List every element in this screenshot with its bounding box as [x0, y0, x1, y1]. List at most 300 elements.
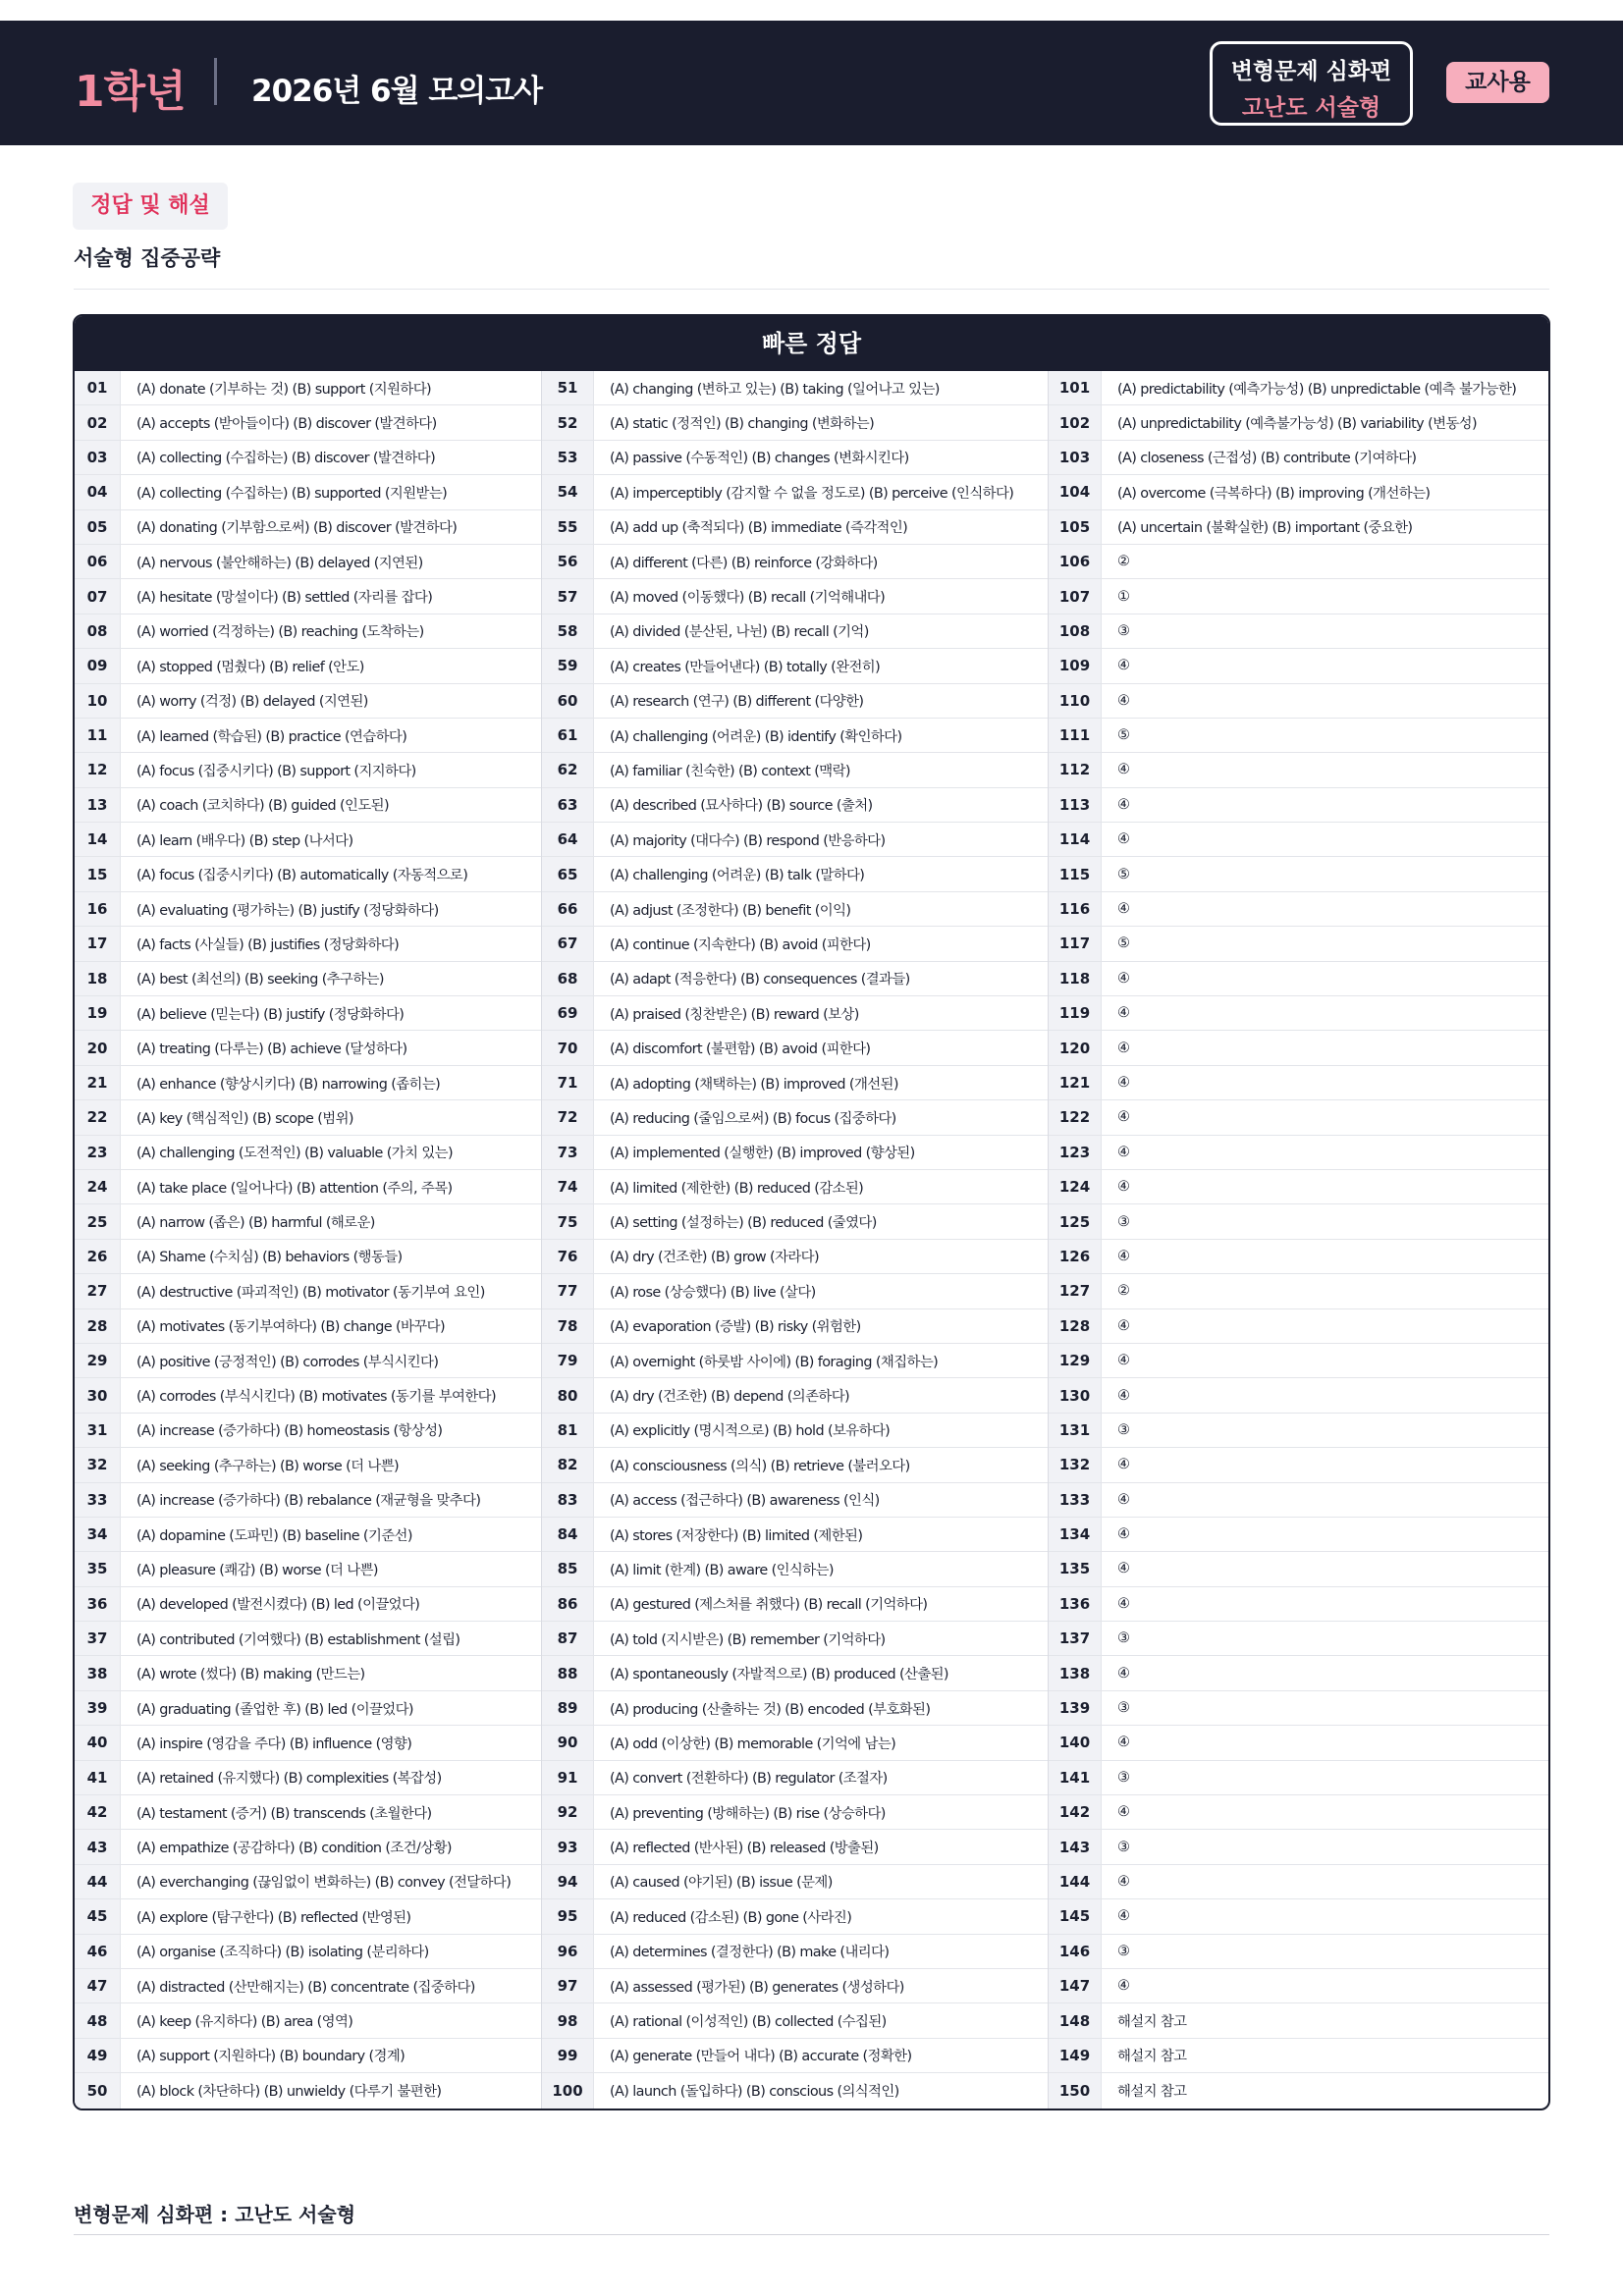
table-row: [1049, 1830, 1548, 1864]
answer-text: (A) majority (대다수) (B) respond (반응하다): [610, 832, 886, 849]
answer-text: (A) explore (탐구한다) (B) reflected (반영된): [136, 1909, 411, 1926]
table-row: [75, 1136, 541, 1170]
answer-text: ④: [1117, 1526, 1130, 1543]
question-number: 104: [1049, 475, 1102, 508]
table-row: [1049, 1656, 1548, 1690]
question-number: 60: [542, 684, 594, 718]
table-row: [75, 1483, 541, 1518]
table-row: [1049, 2003, 1548, 2038]
question-number: 43: [75, 1830, 121, 1863]
table-row: [1049, 1136, 1548, 1170]
table-row: [1049, 1170, 1548, 1204]
answer-text: ④: [1117, 1144, 1130, 1160]
table-row: [542, 1865, 1048, 1899]
answer-text: ②: [1117, 554, 1130, 570]
question-number: 33: [75, 1483, 121, 1517]
table-row: [542, 579, 1048, 614]
answer-text: (A) limited (제한한) (B) reduced (감소된): [610, 1180, 864, 1197]
answer-text: ④: [1117, 1804, 1130, 1821]
question-number: 36: [75, 1587, 121, 1621]
table-row: [1049, 1622, 1548, 1656]
question-number: 78: [542, 1309, 594, 1343]
question-number: 06: [75, 545, 121, 578]
question-number: 17: [75, 927, 121, 960]
answer-text: (A) rational (이성적인) (B) collected (수집된): [610, 2014, 887, 2031]
answer-text: (A) moved (이동했다) (B) recall (기억해내다): [610, 590, 886, 607]
question-number: 69: [542, 996, 594, 1030]
table-row: [542, 1587, 1048, 1622]
question-number: 100: [542, 2073, 594, 2108]
table-row: [1049, 684, 1548, 719]
answer-text: (A) distracted (산만해지는) (B) concentrate (집중하다): [136, 1979, 475, 1996]
table-row: [1049, 1240, 1548, 1274]
top-divider: [74, 289, 1549, 290]
answer-text: ④: [1117, 1561, 1130, 1577]
table-row: [542, 1691, 1048, 1726]
table-row: [75, 2039, 541, 2073]
answer-text: 해설지 참고: [1117, 2014, 1187, 2031]
table-row: [542, 510, 1048, 545]
table-row: [542, 1100, 1048, 1135]
question-number: 145: [1049, 1899, 1102, 1933]
answer-text: (A) adopting (채택하는) (B) improved (개선된): [610, 1076, 898, 1093]
question-number: 118: [1049, 962, 1102, 995]
answer-text: (A) dry (건조한) (B) grow (자라다): [610, 1250, 819, 1266]
answer-text: ④: [1117, 1248, 1130, 1264]
table-row: [75, 1309, 541, 1344]
table-row: [542, 1483, 1048, 1518]
answer-table-body: [75, 371, 1548, 2109]
answer-text: ④: [1117, 692, 1130, 709]
question-number: 120: [1049, 1031, 1102, 1064]
question-number: 125: [1049, 1204, 1102, 1238]
answer-text: (A) convert (전환하다) (B) regulator (조절자): [610, 1771, 888, 1788]
table-row: [75, 614, 541, 649]
answer-text: ⑤: [1117, 727, 1130, 744]
table-row: [1049, 1761, 1548, 1795]
table-row: [75, 1448, 541, 1482]
question-number: 63: [542, 788, 594, 822]
table-row: [75, 1344, 541, 1378]
question-number: 146: [1049, 1935, 1102, 1968]
exam-title: 2026년 6월 모의고사: [251, 74, 543, 109]
answer-text: ④: [1117, 831, 1130, 848]
answer-text: (A) learned (학습된) (B) practice (연습하다): [136, 728, 407, 745]
answer-text: (A) described (묘사하다) (B) source (출처): [610, 798, 873, 815]
question-number: 123: [1049, 1136, 1102, 1169]
table-row: [1049, 649, 1548, 683]
table-row: [1049, 1483, 1548, 1518]
question-number: 102: [1049, 405, 1102, 439]
question-number: 11: [75, 719, 121, 752]
table-row: [1049, 1865, 1548, 1899]
question-number: 144: [1049, 1865, 1102, 1898]
table-row: [542, 1969, 1048, 2003]
question-number: 103: [1049, 441, 1102, 474]
table-row: [1049, 1691, 1548, 1726]
answer-text: (A) worry (걱정) (B) delayed (지연된): [136, 694, 368, 711]
answer-text: ①: [1117, 588, 1130, 605]
table-row: [542, 1204, 1048, 1239]
table-row: [1049, 1726, 1548, 1760]
answer-text: ③: [1117, 1943, 1130, 1959]
question-number: 124: [1049, 1170, 1102, 1203]
question-number: 31: [75, 1414, 121, 1447]
answer-text: (A) evaporation (증발) (B) risky (위험한): [610, 1319, 861, 1336]
table-row: [75, 1518, 541, 1552]
answer-text: ④: [1117, 1353, 1130, 1369]
question-number: 82: [542, 1448, 594, 1481]
table-row: [542, 1274, 1048, 1308]
answer-text: (A) uncertain (불확실한) (B) important (중요한): [1117, 520, 1413, 537]
table-row: [542, 996, 1048, 1031]
question-number: 16: [75, 892, 121, 926]
answer-text: (A) limit (한계) (B) aware (인식하는): [610, 1562, 834, 1578]
answer-text: (A) predictability (예측가능성) (B) unpredictable (예측 불가능한): [1117, 381, 1517, 398]
question-number: 93: [542, 1830, 594, 1863]
question-number: 26: [75, 1240, 121, 1273]
grade-label: 1학년: [75, 67, 186, 117]
question-number: 98: [542, 2003, 594, 2037]
question-number: 54: [542, 475, 594, 508]
teacher-badge: 교사용: [1446, 62, 1549, 103]
bottom-divider: [74, 2234, 1549, 2235]
table-row: [1049, 753, 1548, 787]
answer-text: (A) implemented (실행한) (B) improved (향상된): [610, 1146, 915, 1162]
table-row: [542, 1240, 1048, 1274]
answer-text: (A) spontaneously (자발적으로) (B) produced (산출된): [610, 1667, 948, 1683]
answer-text: (A) caused (야기된) (B) issue (문제): [610, 1875, 833, 1892]
answer-text: (A) changing (변하고 있는) (B) taking (일어나고 있는): [610, 381, 940, 398]
table-row: [542, 371, 1048, 405]
answer-text: (A) focus (집중시키다) (B) automatically (자동적으로): [136, 868, 468, 884]
question-number: 12: [75, 753, 121, 786]
answer-text: (A) developed (발전시켰다) (B) led (이끌었다): [136, 1597, 420, 1614]
table-row: [542, 1448, 1048, 1482]
table-row: [75, 1969, 541, 2003]
question-number: 106: [1049, 545, 1102, 578]
question-number: 77: [542, 1274, 594, 1308]
answer-text: (A) reduced (감소된) (B) gone (사라진): [610, 1909, 852, 1926]
answer-text: (A) gestured (제스처를 취했다) (B) recall (기억하다): [610, 1597, 928, 1614]
table-row: [75, 579, 541, 614]
question-number: 13: [75, 788, 121, 822]
answer-text: ④: [1117, 1457, 1130, 1473]
table-row: [542, 475, 1048, 509]
question-number: 86: [542, 1587, 594, 1621]
table-row: [542, 684, 1048, 719]
answer-text: ④: [1117, 1179, 1130, 1196]
answer-text: (A) inspire (영감을 주다) (B) influence (영향): [136, 1735, 412, 1752]
table-row: [542, 1309, 1048, 1344]
answer-text: (A) dry (건조한) (B) depend (의존하다): [610, 1389, 850, 1406]
table-row: [75, 857, 541, 891]
answer-text: (A) add up (축적되다) (B) immediate (즉각적인): [610, 520, 908, 537]
question-number: 08: [75, 614, 121, 648]
table-row: [542, 1552, 1048, 1586]
question-number: 95: [542, 1899, 594, 1933]
answer-text: (A) praised (칭찬받은) (B) reward (보상): [610, 1006, 859, 1023]
answer-text: (A) static (정적인) (B) changing (변화하는): [610, 416, 875, 433]
question-number: 80: [542, 1378, 594, 1412]
question-number: 39: [75, 1691, 121, 1725]
question-number: 30: [75, 1378, 121, 1412]
question-number: 46: [75, 1935, 121, 1968]
table-row: [542, 1066, 1048, 1100]
answer-text: (A) challenging (도전적인) (B) valuable (가치 있는): [136, 1146, 453, 1162]
table-row: [1049, 1899, 1548, 1934]
table-row: [542, 962, 1048, 996]
table-row: [1049, 823, 1548, 857]
answer-text: ④: [1117, 1873, 1130, 1890]
question-number: 91: [542, 1761, 594, 1794]
question-number: 67: [542, 927, 594, 960]
question-number: 132: [1049, 1448, 1102, 1481]
table-row: [75, 1274, 541, 1308]
question-number: 71: [542, 1066, 594, 1099]
footer-title: 변형문제 심화편 : 고난도 서술형: [74, 2203, 356, 2226]
answer-text: (A) unpredictability (예측불가능성) (B) variability (변동성): [1117, 416, 1477, 433]
question-number: 65: [542, 857, 594, 890]
question-number: 105: [1049, 510, 1102, 544]
question-number: 148: [1049, 2003, 1102, 2037]
edition-line-2: 고난도 서술형: [1241, 95, 1381, 121]
table-row: [1049, 1378, 1548, 1413]
table-row: [1049, 405, 1548, 440]
answer-text: (A) seeking (추구하는) (B) worse (더 나쁜): [136, 1458, 400, 1474]
answer-text: ④: [1117, 1040, 1130, 1056]
question-number: 66: [542, 892, 594, 926]
answer-table: [73, 314, 1550, 2110]
table-row: [75, 1587, 541, 1622]
answer-text: ④: [1117, 1387, 1130, 1404]
table-row: [75, 510, 541, 545]
question-number: 142: [1049, 1795, 1102, 1829]
answer-text: (A) block (차단하다) (B) unwieldy (다루기 불편한): [136, 2084, 442, 2101]
answer-text: (A) everchanging (끊임없이 변화하는) (B) convey (전달하다): [136, 1875, 512, 1892]
table-row: [1049, 1274, 1548, 1308]
question-number: 18: [75, 962, 121, 995]
answer-text: (A) creates (만들어낸다) (B) totally (완전히): [610, 659, 881, 675]
answer-text: (A) collecting (수집하는) (B) supported (지원받는): [136, 485, 448, 502]
question-number: 51: [542, 371, 594, 404]
table-row: [1049, 788, 1548, 823]
table-row: [75, 719, 541, 753]
table-row: [75, 1830, 541, 1864]
question-number: 133: [1049, 1483, 1102, 1517]
answer-text: ③: [1117, 1630, 1130, 1647]
table-row: [1049, 1448, 1548, 1482]
question-number: 61: [542, 719, 594, 752]
question-number: 57: [542, 579, 594, 613]
question-number: 140: [1049, 1726, 1102, 1759]
table-row: [1049, 2039, 1548, 2073]
answer-text: (A) consciousness (의식) (B) retrieve (불러오다): [610, 1458, 910, 1474]
question-number: 56: [542, 545, 594, 578]
question-number: 138: [1049, 1656, 1102, 1689]
answer-text: ⑤: [1117, 935, 1130, 952]
question-number: 121: [1049, 1066, 1102, 1099]
table-row: [75, 649, 541, 683]
table-row: [542, 1795, 1048, 1830]
table-row: [1049, 1066, 1548, 1100]
question-number: 122: [1049, 1100, 1102, 1134]
table-row: [1049, 962, 1548, 996]
table-row: [542, 1622, 1048, 1656]
table-row: [542, 545, 1048, 579]
question-number: 38: [75, 1656, 121, 1689]
answer-text: (A) evaluating (평가하는) (B) justify (정당화하다): [136, 902, 439, 919]
answer-text: (A) destructive (파괴적인) (B) motivator (동기부여 요인): [136, 1284, 485, 1301]
answer-text: ③: [1117, 1421, 1130, 1438]
question-number: 147: [1049, 1969, 1102, 2002]
question-number: 128: [1049, 1309, 1102, 1343]
table-row: [75, 1691, 541, 1726]
question-number: 58: [542, 614, 594, 648]
question-number: 25: [75, 1204, 121, 1238]
table-row: [542, 405, 1048, 440]
answer-text: (A) challenging (어려운) (B) identify (확인하다): [610, 728, 902, 745]
table-row: [75, 545, 541, 579]
table-row: [1049, 1518, 1548, 1552]
question-number: 23: [75, 1136, 121, 1169]
table-row: [1049, 1204, 1548, 1239]
question-number: 22: [75, 1100, 121, 1134]
table-row: [75, 1204, 541, 1239]
question-number: 109: [1049, 649, 1102, 682]
answer-text: (A) stores (저장한다) (B) limited (제한된): [610, 1527, 863, 1544]
table-row: [75, 1761, 541, 1795]
table-row: [75, 1865, 541, 1899]
answer-text: 해설지 참고: [1117, 2049, 1187, 2065]
question-number: 113: [1049, 788, 1102, 822]
question-number: 70: [542, 1031, 594, 1064]
question-number: 48: [75, 2003, 121, 2037]
table-row: [75, 823, 541, 857]
answer-text: (A) accepts (받아들이다) (B) discover (발견하다): [136, 416, 437, 433]
answer-text: (A) stopped (멈췄다) (B) relief (안도): [136, 659, 364, 675]
question-number: 83: [542, 1483, 594, 1517]
question-number: 101: [1049, 371, 1102, 404]
table-row: [1049, 1414, 1548, 1448]
table-row: [542, 2073, 1048, 2108]
answer-text: (A) key (핵심적인) (B) scope (범위): [136, 1110, 353, 1127]
table-row: [542, 1378, 1048, 1413]
answer-table-title: 빠른 정답: [75, 316, 1548, 371]
answer-text: ④: [1117, 1075, 1130, 1091]
answer-text: ④: [1117, 1595, 1130, 1612]
question-number: 134: [1049, 1518, 1102, 1551]
table-row: [75, 1656, 541, 1690]
question-number: 01: [75, 371, 121, 404]
answer-text: (A) reducing (줄임으로써) (B) focus (집중하다): [610, 1110, 896, 1127]
table-row: [75, 1378, 541, 1413]
table-row: [75, 1031, 541, 1065]
answer-text: (A) support (지원하다) (B) boundary (경계): [136, 2049, 406, 2065]
answer-text: ②: [1117, 1283, 1130, 1300]
question-number: 127: [1049, 1274, 1102, 1308]
question-number: 53: [542, 441, 594, 474]
table-row: [1049, 510, 1548, 545]
question-number: 141: [1049, 1761, 1102, 1794]
table-row: [1049, 927, 1548, 961]
answer-text: (A) imperceptibly (감지할 수 없을 정도로) (B) perceive (인식하다): [610, 485, 1014, 502]
table-row: [542, 1136, 1048, 1170]
answer-text: (A) learn (배우다) (B) step (나서다): [136, 832, 353, 849]
answer-text: (A) contributed (기여했다) (B) establishment (설립): [136, 1631, 460, 1648]
table-row: [1049, 892, 1548, 927]
table-row: [75, 475, 541, 509]
table-row: [542, 1344, 1048, 1378]
question-number: 50: [75, 2073, 121, 2108]
question-number: 97: [542, 1969, 594, 2002]
question-number: 49: [75, 2039, 121, 2072]
answer-text: ④: [1117, 658, 1130, 674]
table-row: [75, 2003, 541, 2038]
answer-text: (A) testament (증거) (B) transcends (초월한다): [136, 1805, 432, 1822]
question-number: 84: [542, 1518, 594, 1551]
answer-column-2: [542, 371, 1049, 2109]
answer-text: (A) enhance (향상시키다) (B) narrowing (좁히는): [136, 1076, 441, 1093]
answer-column-1: [75, 371, 542, 2109]
question-number: 136: [1049, 1587, 1102, 1621]
question-number: 74: [542, 1170, 594, 1203]
answer-text: (A) worried (걱정하는) (B) reaching (도착하는): [136, 624, 424, 641]
question-number: 135: [1049, 1552, 1102, 1585]
question-number: 24: [75, 1170, 121, 1203]
table-row: [1049, 614, 1548, 649]
answer-text: (A) corrodes (부식시킨다) (B) motivates (동기를 부여한다): [136, 1389, 496, 1406]
answer-text: ④: [1117, 1908, 1130, 1925]
table-row: [1049, 996, 1548, 1031]
question-number: 110: [1049, 684, 1102, 718]
answer-text: (A) challenging (어려운) (B) talk (말하다): [610, 868, 865, 884]
answer-text: (A) motivates (동기부여하다) (B) change (바꾸다): [136, 1319, 445, 1336]
question-number: 42: [75, 1795, 121, 1829]
table-row: [75, 962, 541, 996]
table-row: [1049, 1552, 1548, 1586]
answer-text: (A) take place (일어나다) (B) attention (주의, 주목): [136, 1180, 453, 1197]
table-row: [75, 1622, 541, 1656]
table-row: [75, 1899, 541, 1934]
answer-text: ④: [1117, 796, 1130, 813]
answer-text: ④: [1117, 1109, 1130, 1126]
answer-text: (A) explicitly (명시적으로) (B) hold (보유하다): [610, 1423, 891, 1440]
answer-text: (A) research (연구) (B) different (다양한): [610, 694, 864, 711]
answer-text: (A) treating (다루는) (B) achieve (달성하다): [136, 1041, 407, 1058]
answer-text: (A) overnight (하룻밤 사이에) (B) foraging (채집하는): [610, 1354, 939, 1370]
question-number: 35: [75, 1552, 121, 1585]
question-number: 52: [542, 405, 594, 439]
answer-text: (A) continue (지속한다) (B) avoid (피한다): [610, 936, 871, 953]
question-number: 45: [75, 1899, 121, 1933]
answer-column-3: [1049, 371, 1548, 2109]
question-number: 32: [75, 1448, 121, 1481]
table-row: [542, 614, 1048, 649]
question-number: 150: [1049, 2073, 1102, 2108]
answer-text: 해설지 참고: [1117, 2084, 1187, 2101]
answer-text: ④: [1117, 1978, 1130, 1995]
table-row: [542, 927, 1048, 961]
answer-text: (A) generate (만들어 내다) (B) accurate (정확한): [610, 2049, 912, 2065]
table-row: [75, 1170, 541, 1204]
answer-text: (A) increase (증가하다) (B) homeostasis (항상성): [136, 1423, 443, 1440]
answer-text: ④: [1117, 1317, 1130, 1334]
table-row: [1049, 719, 1548, 753]
table-row: [542, 1830, 1048, 1864]
question-number: 85: [542, 1552, 594, 1585]
question-number: 108: [1049, 614, 1102, 648]
